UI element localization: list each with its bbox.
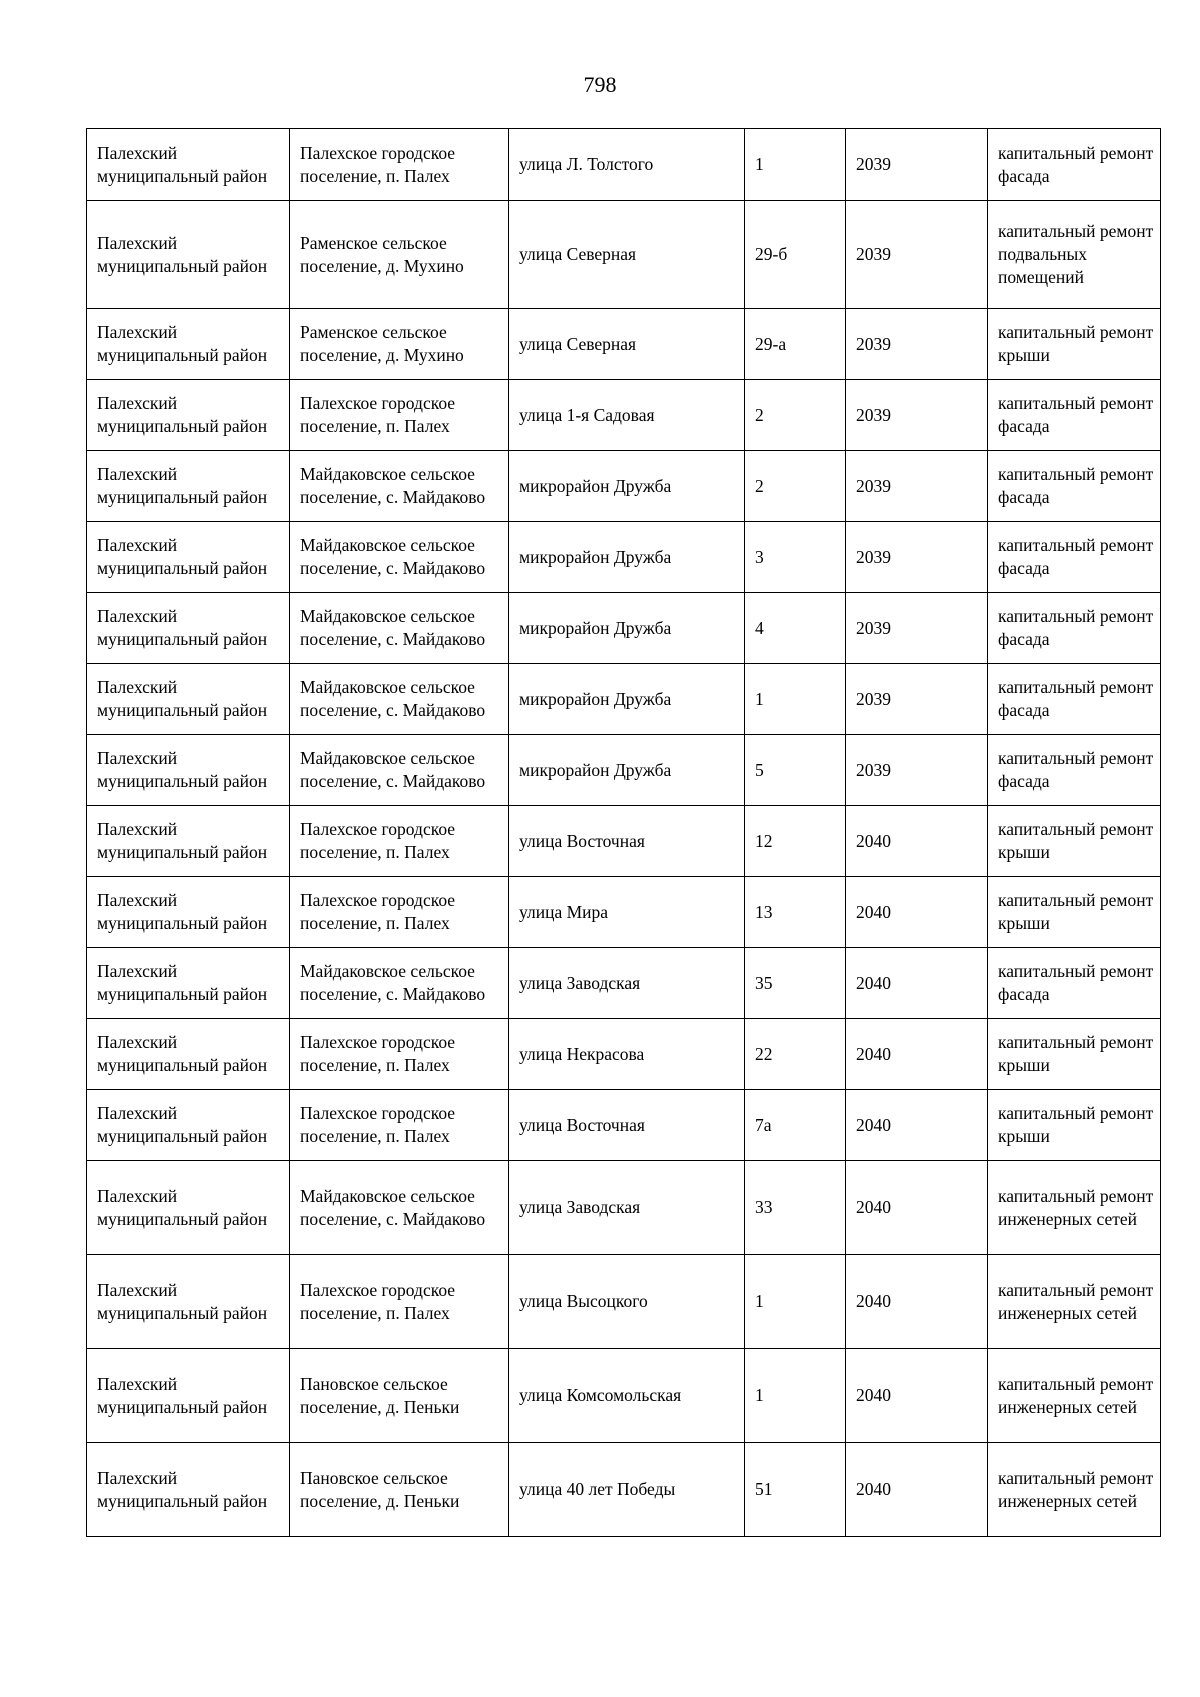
- cell-district: Палехский муниципальный район: [87, 593, 290, 664]
- cell-street: улица Северная: [509, 201, 745, 309]
- cell-house-number: 3: [745, 522, 846, 593]
- cell-settlement: Палехское городское поселение, п. Палех: [290, 1090, 509, 1161]
- cell-house-number: 51: [745, 1443, 846, 1537]
- cell-street: улица Северная: [509, 309, 745, 380]
- cell-street: улица Мира: [509, 877, 745, 948]
- cell-year: 2040: [846, 1161, 988, 1255]
- table-row: [87, 1255, 1161, 1349]
- cell-settlement: Пановское сельское поселение, д. Пеньки: [290, 1349, 509, 1443]
- cell-house-number: 2: [745, 380, 846, 451]
- cell-work-type: капитальный ремонт фасада: [988, 380, 1161, 451]
- cell-street: микрорайон Дружба: [509, 522, 745, 593]
- cell-house-number: 1: [745, 1255, 846, 1349]
- page-number: 798: [583, 72, 617, 97]
- cell-street: улица Восточная: [509, 806, 745, 877]
- cell-work-type: капитальный ремонт инженерных сетей: [988, 1443, 1161, 1537]
- cell-year: 2040: [846, 1019, 988, 1090]
- cell-year: 2040: [846, 1090, 988, 1161]
- cell-house-number: 13: [745, 877, 846, 948]
- cell-settlement: Майдаковское сельское поселение, с. Майдаково: [290, 593, 509, 664]
- cell-work-type: капитальный ремонт фасада: [988, 593, 1161, 664]
- cell-year: 2040: [846, 806, 988, 877]
- cell-house-number: 4: [745, 593, 846, 664]
- cell-district: Палехский муниципальный район: [87, 1161, 290, 1255]
- cell-year: 2040: [846, 948, 988, 1019]
- cell-work-type: капитальный ремонт инженерных сетей: [988, 1161, 1161, 1255]
- cell-street: микрорайон Дружба: [509, 664, 745, 735]
- cell-street: улица 40 лет Победы: [509, 1443, 745, 1537]
- cell-street: микрорайон Дружба: [509, 451, 745, 522]
- cell-district: Палехский муниципальный район: [87, 129, 290, 201]
- cell-work-type: капитальный ремонт инженерных сетей: [988, 1349, 1161, 1443]
- cell-house-number: 22: [745, 1019, 846, 1090]
- cell-settlement: Майдаковское сельское поселение, с. Майдаково: [290, 735, 509, 806]
- repair-schedule-table: [86, 128, 1161, 1537]
- table-row: [87, 1019, 1161, 1090]
- cell-street: улица Л. Толстого: [509, 129, 745, 201]
- cell-work-type: капитальный ремонт фасада: [988, 735, 1161, 806]
- cell-settlement: Раменское сельское поселение, д. Мухино: [290, 201, 509, 309]
- table-row: [87, 1443, 1161, 1537]
- cell-settlement: Майдаковское сельское поселение, с. Майдаково: [290, 451, 509, 522]
- table-row: [87, 129, 1161, 201]
- cell-work-type: капитальный ремонт крыши: [988, 1019, 1161, 1090]
- cell-street: микрорайон Дружба: [509, 593, 745, 664]
- table-row: [87, 201, 1161, 309]
- cell-district: Палехский муниципальный район: [87, 664, 290, 735]
- cell-settlement: Палехское городское поселение, п. Палех: [290, 1019, 509, 1090]
- cell-district: Палехский муниципальный район: [87, 806, 290, 877]
- cell-year: 2039: [846, 451, 988, 522]
- cell-work-type: капитальный ремонт инженерных сетей: [988, 1255, 1161, 1349]
- cell-year: 2039: [846, 309, 988, 380]
- cell-work-type: капитальный ремонт крыши: [988, 1090, 1161, 1161]
- cell-settlement: Палехское городское поселение, п. Палех: [290, 1255, 509, 1349]
- cell-work-type: капитальный ремонт фасада: [988, 451, 1161, 522]
- cell-district: Палехский муниципальный район: [87, 1019, 290, 1090]
- cell-year: 2040: [846, 877, 988, 948]
- cell-year: 2039: [846, 201, 988, 309]
- cell-district: Палехский муниципальный район: [87, 380, 290, 451]
- table-row: [87, 735, 1161, 806]
- cell-house-number: 35: [745, 948, 846, 1019]
- cell-street: улица Высоцкого: [509, 1255, 745, 1349]
- cell-street: микрорайон Дружба: [509, 735, 745, 806]
- cell-house-number: 1: [745, 1349, 846, 1443]
- cell-year: 2039: [846, 129, 988, 201]
- cell-settlement: Майдаковское сельское поселение, с. Майдаково: [290, 664, 509, 735]
- cell-street: улица Восточная: [509, 1090, 745, 1161]
- table-row: [87, 877, 1161, 948]
- table-row: [87, 380, 1161, 451]
- cell-settlement: Майдаковское сельское поселение, с. Майдаково: [290, 1161, 509, 1255]
- cell-district: Палехский муниципальный район: [87, 735, 290, 806]
- cell-settlement: Палехское городское поселение, п. Палех: [290, 129, 509, 201]
- table-row: [87, 664, 1161, 735]
- table-row: [87, 948, 1161, 1019]
- cell-work-type: капитальный ремонт фасада: [988, 522, 1161, 593]
- cell-year: 2040: [846, 1349, 988, 1443]
- cell-work-type: капитальный ремонт подвальных помещений: [988, 201, 1161, 309]
- cell-street: улица Некрасова: [509, 1019, 745, 1090]
- cell-district: Палехский муниципальный район: [87, 309, 290, 380]
- table-row: [87, 522, 1161, 593]
- cell-house-number: 29-а: [745, 309, 846, 380]
- cell-work-type: капитальный ремонт крыши: [988, 877, 1161, 948]
- cell-street: улица 1-я Садовая: [509, 380, 745, 451]
- cell-year: 2040: [846, 1255, 988, 1349]
- cell-district: Палехский муниципальный район: [87, 522, 290, 593]
- cell-district: Палехский муниципальный район: [87, 1090, 290, 1161]
- cell-house-number: 29-б: [745, 201, 846, 309]
- cell-district: Палехский муниципальный район: [87, 1255, 290, 1349]
- cell-district: Палехский муниципальный район: [87, 1349, 290, 1443]
- cell-work-type: капитальный ремонт фасада: [988, 129, 1161, 201]
- cell-year: 2039: [846, 664, 988, 735]
- table-row: [87, 806, 1161, 877]
- cell-street: улица Комсомольская: [509, 1349, 745, 1443]
- cell-work-type: капитальный ремонт крыши: [988, 309, 1161, 380]
- cell-house-number: 1: [745, 664, 846, 735]
- cell-work-type: капитальный ремонт фасада: [988, 664, 1161, 735]
- cell-settlement: Палехское городское поселение, п. Палех: [290, 806, 509, 877]
- cell-house-number: 7а: [745, 1090, 846, 1161]
- table-row: [87, 309, 1161, 380]
- cell-district: Палехский муниципальный район: [87, 877, 290, 948]
- cell-house-number: 2: [745, 451, 846, 522]
- cell-street: улица Заводская: [509, 948, 745, 1019]
- cell-house-number: 12: [745, 806, 846, 877]
- cell-settlement: Пановское сельское поселение, д. Пеньки: [290, 1443, 509, 1537]
- cell-year: 2040: [846, 1443, 988, 1537]
- cell-district: Палехский муниципальный район: [87, 201, 290, 309]
- cell-district: Палехский муниципальный район: [87, 451, 290, 522]
- cell-settlement: Палехское городское поселение, п. Палех: [290, 380, 509, 451]
- cell-house-number: 5: [745, 735, 846, 806]
- cell-district: Палехский муниципальный район: [87, 948, 290, 1019]
- table-row: [87, 1349, 1161, 1443]
- table-row: [87, 1161, 1161, 1255]
- cell-settlement: Майдаковское сельское поселение, с. Майдаково: [290, 522, 509, 593]
- cell-settlement: Раменское сельское поселение, д. Мухино: [290, 309, 509, 380]
- table-row: [87, 451, 1161, 522]
- cell-year: 2039: [846, 522, 988, 593]
- cell-settlement: Майдаковское сельское поселение, с. Майдаково: [290, 948, 509, 1019]
- cell-street: улица Заводская: [509, 1161, 745, 1255]
- cell-work-type: капитальный ремонт фасада: [988, 948, 1161, 1019]
- cell-settlement: Палехское городское поселение, п. Палех: [290, 877, 509, 948]
- cell-year: 2039: [846, 735, 988, 806]
- table-row: [87, 1090, 1161, 1161]
- cell-house-number: 1: [745, 129, 846, 201]
- cell-house-number: 33: [745, 1161, 846, 1255]
- cell-year: 2039: [846, 380, 988, 451]
- cell-year: 2039: [846, 593, 988, 664]
- cell-district: Палехский муниципальный район: [87, 1443, 290, 1537]
- table-row: [87, 593, 1161, 664]
- cell-work-type: капитальный ремонт крыши: [988, 806, 1161, 877]
